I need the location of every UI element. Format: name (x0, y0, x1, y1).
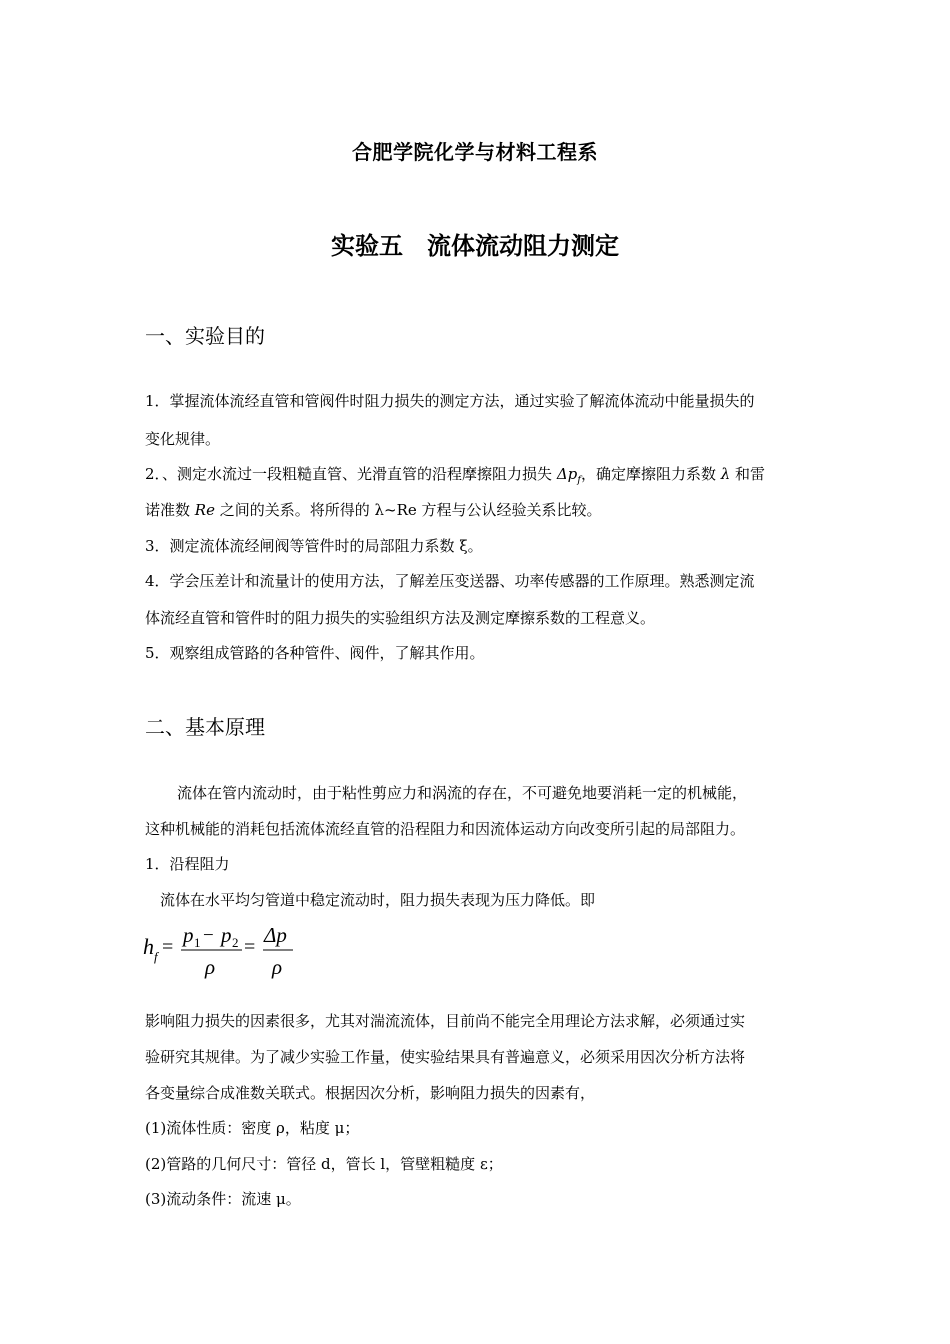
formula-minus: − (203, 925, 214, 946)
formula-p2: p (221, 923, 232, 947)
formula-p1: p (183, 923, 194, 947)
objective-item-4-cont: 体流经直管和管件时的阻力损失的实验组织方法及测定摩擦系数的工程意义。 (145, 609, 656, 627)
delta-p-symbol: Δp (556, 465, 578, 483)
factor-fluid-properties: (1)流体性质：密度 ρ，粘度 μ； (145, 1119, 360, 1137)
delta-p-subscript: f (577, 475, 581, 486)
formula-h-subscript: f (154, 949, 158, 964)
objective-item-2-end: 和雷 (730, 465, 766, 483)
objective-item-2-mid: ，确定摩擦阻力系数 (580, 465, 721, 483)
objective-item-2-cont (145, 499, 835, 520)
objective-item-1-cont: 变化规律。 (145, 430, 221, 448)
objective-item-1: 1．掌握流体流经直管和管阀件时阻力损失的测定方法，通过实验了解流体流动中能量损失的 (145, 392, 755, 410)
formula-equals-2: = (244, 936, 256, 958)
objective-item-2-cont-pre: 诺准数 (145, 501, 195, 519)
formula-delta-p: Δp (264, 923, 287, 947)
formula-p1-subscript: 1 (194, 935, 201, 950)
principle-paragraph-1: 流体在管内流动时，由于粘性剪应力和涡流的存在，不可避免地要消耗一定的机械能， (177, 784, 748, 802)
department-header: 合肥学院化学与材料工程系 (352, 140, 598, 164)
objective-item-2-cont-post: 之间的关系。将所得的 λ~Re 方程与公认经验关系比较。 (214, 501, 602, 519)
section-heading-principle: 二、基本原理 (145, 715, 265, 739)
objective-item-2-text: 2．、测定水流过一段粗糙直管、光滑直管的沿程摩擦阻力损失 (145, 465, 557, 483)
factor-pipe-geometry: (2)管路的几何尺寸：管径 d，管长 l，管壁粗糙度 ε； (145, 1155, 503, 1173)
objective-item-2 (145, 463, 835, 486)
objective-item-4: 4．学会压差计和流量计的使用方法，了解差压变送器、功率传感器的工作原理。熟悉测定流 (145, 572, 755, 590)
formula-rho-1: ρ (205, 955, 216, 979)
factors-paragraph: 影响阻力损失的因素很多，尤其对湍流流体，目前尚不能完全用理论方法求解，必须通过实 (145, 1012, 746, 1030)
principle-paragraph-1-cont: 这种机械能的消耗包括流体流经直管的沿程阻力和因流体运动方向改变所引起的局部阻力。 (145, 820, 746, 838)
objective-item-5: 5．观察组成管路的各种管件、阀件，了解其作用。 (145, 644, 485, 662)
formula-p2-subscript: 2 (232, 935, 239, 950)
factors-paragraph-cont-1: 验研究其规律。为了减少实验工作量，使实验结果具有普遍意义，必须采用因次分析方法将 (145, 1048, 746, 1066)
objective-item-3: 3．测定流体流经闸阀等管件时的局部阻力系数 ξ。 (145, 537, 483, 555)
formula-rho-2: ρ (272, 955, 283, 979)
experiment-title: 实验五 流体流动阻力测定 (331, 232, 619, 260)
section-heading-objectives: 一、实验目的 (145, 324, 265, 348)
factor-flow-conditions: (3)流动条件：流速 μ。 (145, 1190, 301, 1208)
reynolds-symbol: Re (194, 501, 215, 519)
factors-paragraph-cont-2: 各变量综合成准数关联式。根据因次分析，影响阻力损失的因素有， (145, 1084, 596, 1102)
lambda-symbol: λ (720, 465, 731, 483)
formula-equals-1: = (162, 936, 174, 958)
subsection-friction-resistance: 1．沿程阻力 (145, 855, 230, 873)
formula-h: h (143, 934, 154, 959)
pressure-drop-formula (143, 920, 303, 980)
friction-description: 流体在水平均匀管道中稳定流动时，阻力损失表现为压力降低。即 (160, 891, 596, 909)
